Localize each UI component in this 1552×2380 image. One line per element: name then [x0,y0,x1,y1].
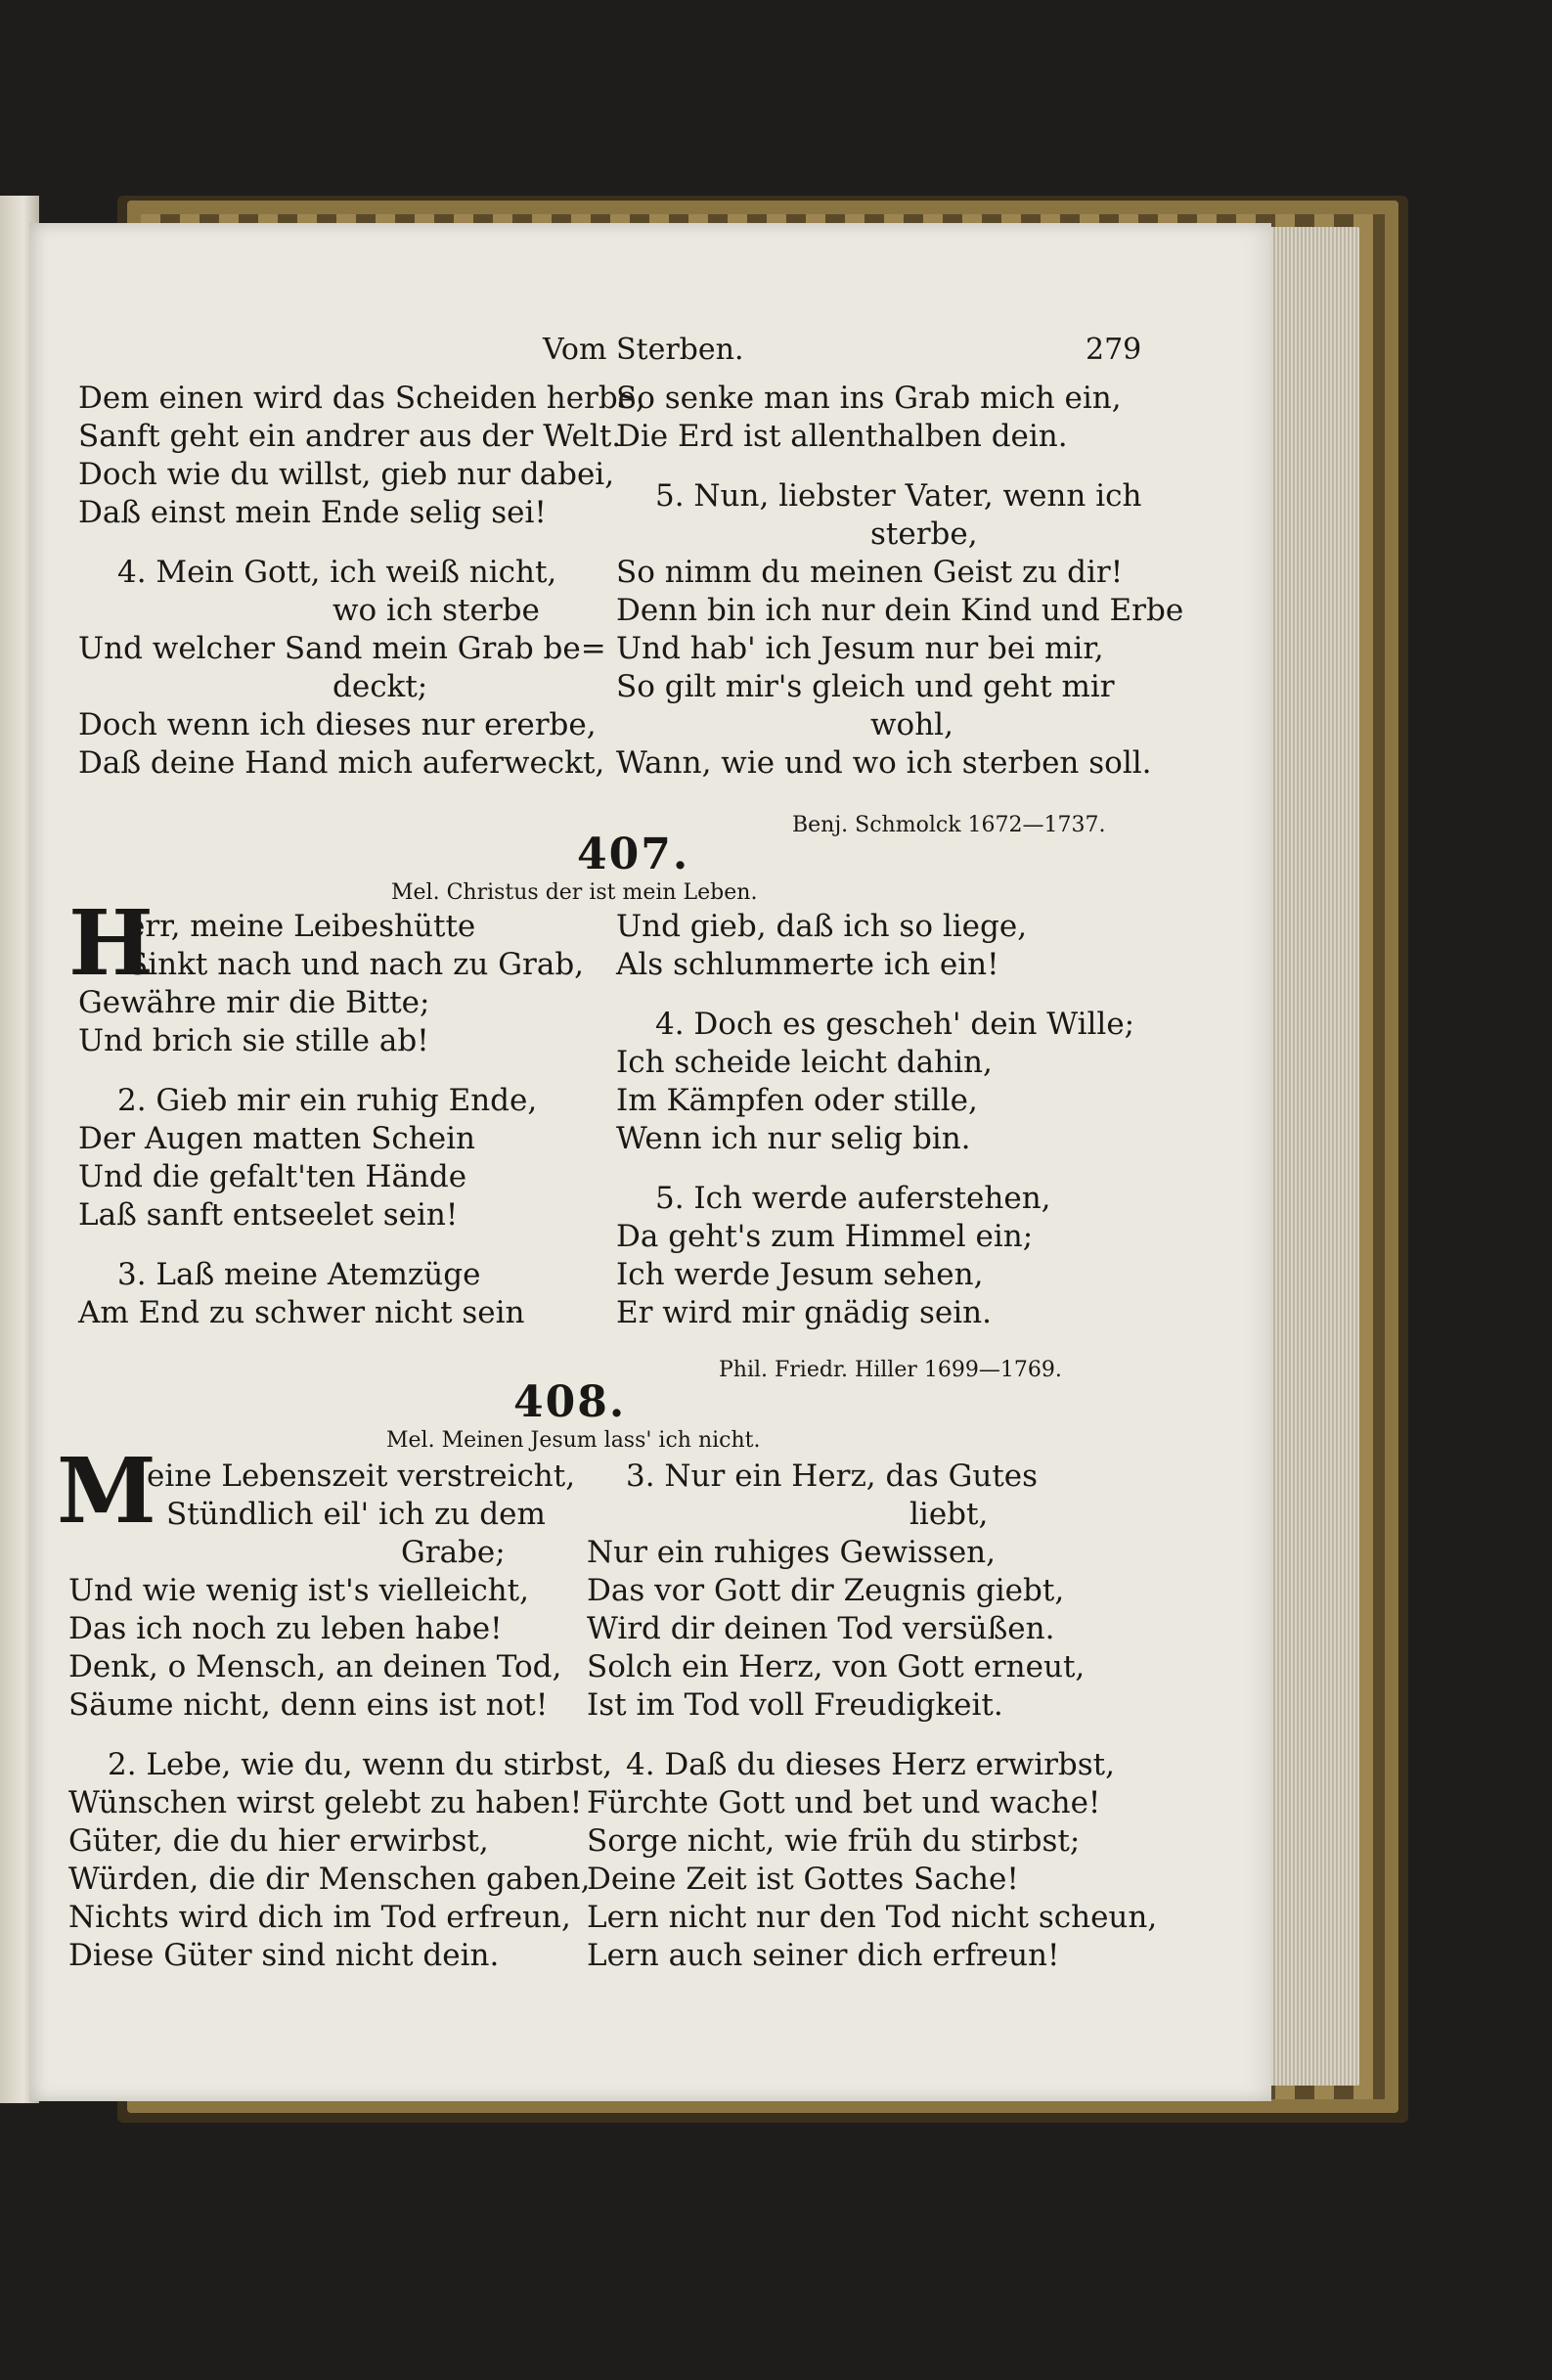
verse-line: Er wird mir gnädig sein. [616,1295,992,1330]
verse-line: Grabe; [401,1535,506,1570]
verse-line: Lern nicht nur den Tod nicht scheun, [587,1900,1158,1935]
verse-line: Als schlummerte ich ein! [616,947,999,982]
verse-line: wohl, [870,707,953,742]
verse-line: Und wie wenig ist's vielleicht, [68,1573,529,1608]
drop-cap: M [57,1438,156,1544]
verse-line: Lern auch seiner dich erfreun! [587,1938,1060,1973]
verse-line: Wenn ich nur selig bin. [616,1121,971,1156]
verse-line: wo ich sterbe [333,593,540,628]
verse-line: 3. Nur ein Herz, das Gutes [626,1459,1039,1494]
verse-line: Daß einst mein Ende selig sei! [78,495,547,530]
verse-line: Wird dir deinen Tod versüßen. [587,1611,1055,1646]
verse-line: Nur ein ruhiges Gewissen, [587,1535,997,1570]
hymn-number-407: 407. [577,830,690,879]
verse-line: Ich scheide leicht dahin, [616,1045,993,1080]
verse-line: sterbe, [870,516,978,552]
verse-line: Säume nicht, denn eins ist not! [68,1687,549,1723]
verse-line: Und gieb, daß ich so liege, [616,909,1028,944]
verse-line: Denk, o Mensch, an deinen Tod, [68,1649,562,1684]
verse-line: Diese Güter sind nicht dein. [68,1938,500,1973]
verse-line: Würden, die dir Menschen gaben, [68,1862,591,1897]
verse-line: Und welcher Sand mein Grab be= [78,631,606,666]
verse-line: So nimm du meinen Geist zu dir! [616,555,1124,590]
hymn-melody: Mel. Meinen Jesum lass' ich nicht. [386,1428,761,1453]
verse-line: Das vor Gott dir Zeugnis giebt, [587,1573,1065,1608]
verse-line: Doch wie du willst, gieb nur dabei, [78,457,615,492]
verse-line: Und brich sie stille ab! [78,1023,429,1058]
verse-line: Stündlich eil' ich zu dem [166,1497,546,1532]
hymn-author: Phil. Friedr. Hiller 1699—1769. [719,1358,1062,1382]
verse-line: Die Erd ist allenthalben dein. [616,419,1068,454]
hymn-407-right-column [616,908,1134,1332]
verse-line: Solch ein Herz, von Gott erneut, [587,1649,1086,1684]
verse-line: Wann, wie und wo ich sterben soll. [616,745,1152,781]
hymn-melody: Mel. Christus der ist mein Leben. [391,880,758,905]
verse-line: Gewähre mir die Bitte; [78,985,430,1020]
verse-line: Und die gefalt'ten Hände [78,1159,467,1194]
running-head [29,333,1271,372]
hymn-author: Benj. Schmolck 1672—1737. [792,813,1106,837]
verse-line: 4. Doch es gescheh' dein Wille; [655,1007,1135,1042]
verse-line: Das ich noch zu leben habe! [68,1611,503,1646]
verse-line: 2. Lebe, wie du, wenn du stirbst, [108,1747,612,1782]
verse-line: Laß sanft entseelet sein! [78,1197,459,1233]
verse-line: Nichts wird dich im Tod erfreun, [68,1900,571,1935]
verse-line: 2. Gieb mir ein ruhig Ende, [117,1083,538,1118]
verse-line: Im Kämpfen oder stille, [616,1083,978,1118]
hymn-number-408: 408. [513,1377,627,1427]
verse-line: Ist im Tod voll Freudigkeit. [587,1687,1003,1723]
verse-line: Daß deine Hand mich auferweckt, [78,745,605,781]
prev-hymn-right-column [616,380,1183,783]
verse-line: liebt, [909,1497,989,1532]
hymn-408-right-column [587,1458,1157,1975]
verse-line: Fürchte Gott und bet und wache! [587,1785,1101,1820]
verse-line: eine Lebenszeit verstreicht, [147,1459,576,1494]
verse-line: Und hab' ich Jesum nur bei mir, [616,631,1104,666]
hymn-408-left-column [68,1458,612,1975]
verse-line: 4. Mein Gott, ich weiß nicht, [117,555,557,590]
verse-line: Sinkt nach und nach zu Grab, [127,947,585,982]
verse-line: Güter, die du hier erwirbst, [68,1823,489,1859]
verse-line: 5. Ich werde auferstehen, [655,1181,1051,1216]
verse-line: Ich werde Jesum sehen, [616,1257,984,1292]
verse-line: Dem einen wird das Scheiden herbe, [78,381,645,416]
verse-line: 3. Laß meine Atemzüge [117,1257,481,1292]
running-title: Vom Sterben. [543,333,744,367]
verse-line: Doch wenn ich dieses nur ererbe, [78,707,597,742]
prev-hymn-left-column [78,380,645,783]
verse-line: 5. Nun, liebster Vater, wenn ich [655,478,1142,514]
verse-line: Da geht's zum Himmel ein; [616,1219,1034,1254]
verse-line: err, meine Leibeshütte [127,909,476,944]
verse-line: Sanft geht ein andrer aus der Welt. [78,419,622,454]
verse-line: Sorge nicht, wie früh du stirbst; [587,1823,1081,1859]
page-number: 279 [1086,333,1142,367]
drop-cap: H [68,890,154,996]
verse-line: Wünschen wirst gelebt zu haben! [68,1785,583,1820]
hymn-407-left-column [78,908,584,1332]
verse-line: 4. Daß du dieses Herz erwirbst, [626,1747,1115,1782]
verse-line: Der Augen matten Schein [78,1121,475,1156]
verse-line: So senke man ins Grab mich ein, [616,381,1122,416]
verse-line: So gilt mir's gleich und geht mir [616,669,1115,704]
verse-line: Am End zu schwer nicht sein [78,1295,525,1330]
verse-line: Denn bin ich nur dein Kind und Erbe [616,593,1184,628]
book-page [29,223,1271,2101]
verse-line: deckt; [333,669,428,704]
verse-line: Deine Zeit ist Gottes Sache! [587,1862,1019,1897]
